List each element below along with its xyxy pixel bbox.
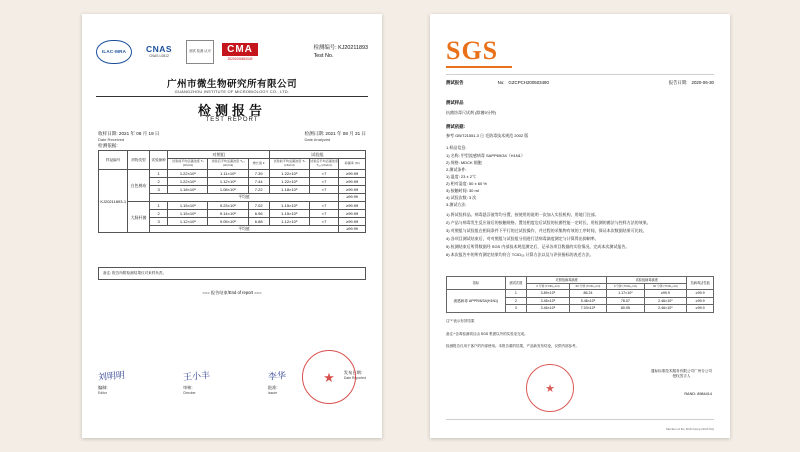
right-bottom-note: Member of the SGS Group (SGS SA) xyxy=(666,427,714,431)
td-val: 1.12×10⁵ xyxy=(269,217,309,225)
left-report-meta xyxy=(98,130,366,143)
td-rep: 2 xyxy=(149,177,168,185)
cnas-logo-text: CNAS xyxy=(145,44,173,55)
th-fabric-type: 织物类型 xyxy=(128,151,149,170)
accreditation-logo-group xyxy=(96,40,259,64)
td-val: 9.14×10⁵ xyxy=(208,209,248,217)
rtd-val: ≥99.9 xyxy=(687,290,714,297)
th-sample-no: 样品编号 xyxy=(99,151,128,170)
signature-issuer-label-en: Issuer xyxy=(267,390,278,395)
td-val: 9.05×10⁵ xyxy=(208,217,248,225)
td-val: 7.22 xyxy=(248,185,269,193)
right-signature-block xyxy=(651,369,712,381)
right-method-line-0: 1) 将试验样品、病毒悬浮液等均分置，按使用的说明一次加入实验机构，用地门注部。 xyxy=(446,212,599,217)
table-row xyxy=(99,201,366,209)
right-specimen-line-5: 3) 接触时间: 30 mI xyxy=(446,188,479,193)
td-val: ≥99.99 xyxy=(339,185,366,193)
left-company-name-cn: 广州市微生物研究所有限公司 xyxy=(167,79,297,90)
th-test-group: 试验组 xyxy=(269,151,365,159)
rtd-val: 2.46×10⁰ xyxy=(644,305,687,312)
right-report-label: 测试报告 xyxy=(446,80,464,85)
rth-test-titer: 试验组病毒滴度 xyxy=(607,277,687,284)
td-average-value: ≥99.99 xyxy=(339,193,366,201)
td-val: 7.44 xyxy=(248,177,269,185)
cnas-logo-subtext: CNAS L0812 xyxy=(149,53,169,58)
rtd-val: 2.46×10⁰ xyxy=(644,297,687,304)
signature-checker-label-cn: 审核: xyxy=(182,384,193,390)
right-footer-line-1: 检测报告仅用于客户的内部使用。本报告重的结果、产品新发布结论，仅供内部参考。 xyxy=(446,344,579,348)
right-sample-description: 抗菌纺毒尺试剂 (除菌5分钟) xyxy=(446,110,496,115)
right-specimen-line-2: 2.测试条件: xyxy=(446,167,467,172)
td-val: <7 xyxy=(309,209,338,217)
td-val: 1.12×10⁶ xyxy=(208,177,248,185)
right-footer-line-0: 备注:*含毒检测项目由 SGS 集团以外的实验室完成。 xyxy=(446,332,528,336)
right-specimen-line-4: 2) 相对湿度: 50 ± 60 % xyxy=(446,181,487,186)
td-val: 1.18×10⁵ xyxy=(269,185,309,193)
rth-test-0min: 0 分钟 (TCID₅₀/ml) xyxy=(607,284,644,290)
left-date-received-en: Date Received xyxy=(98,137,125,143)
th-control-group: 对照组 xyxy=(168,151,269,159)
td-val: 7.39 xyxy=(248,169,269,177)
right-table-footnote: 注"*"表示有效结果 xyxy=(446,319,475,323)
cnas-logo-icon xyxy=(139,40,179,64)
left-report-title-en: TEST REPORT xyxy=(205,117,259,123)
td-val: 1.15×10⁵ xyxy=(168,201,208,209)
td-val: 1.15×10⁵ xyxy=(269,209,309,217)
signature-checker xyxy=(183,370,210,396)
rth-antiviral-value: 抗病毒活性值 xyxy=(687,277,714,290)
td-sample-no: KJ20211893-1 xyxy=(99,169,128,232)
rtd-val: ≥99.9 xyxy=(687,305,714,312)
td-rep: 2 xyxy=(149,209,168,217)
th-strain: 试验菌种 xyxy=(149,151,168,170)
table-row xyxy=(447,290,714,297)
right-sign-line-0: 通标标准技术服务有限公司广州分公司 xyxy=(650,368,712,373)
rtd-val: 7.03×10⁶ xyxy=(569,305,606,312)
left-report-number-value: KJ20211893 xyxy=(338,45,368,51)
td-val: <7 xyxy=(309,217,338,225)
left-results-table xyxy=(98,150,366,233)
inspection-seal-icon xyxy=(186,40,214,64)
cma-logo-text: CMA xyxy=(222,43,258,56)
right-rand-value: 8984414 xyxy=(697,392,712,396)
td-rep: 3 xyxy=(149,217,168,225)
th-growth-value: 增长值 F xyxy=(248,159,269,170)
rth-test-60min: 60 分钟 (TCID₅₀/ml) xyxy=(644,284,687,290)
rtd-rep: 3 xyxy=(505,305,526,312)
left-report-note: 备注: 报告所附检测结果仅对来样负责。 xyxy=(98,267,366,280)
left-date-analyzed-cn: 检测日期: 2021 年 08 月 31 日 xyxy=(304,131,366,136)
td-val: ≥99.99 xyxy=(339,217,366,225)
td-rep: 1 xyxy=(149,201,168,209)
right-official-stamp-icon xyxy=(526,364,574,412)
signature-checker-handwriting: 王小丰 xyxy=(182,369,211,383)
right-sign-line-1: 授权签字人 xyxy=(672,374,691,379)
td-val: 1.22×10⁵ xyxy=(168,169,208,177)
right-table-header-row-1 xyxy=(447,277,714,284)
th-test-t0: 试验前平均活菌浓度 Tₒ (cfu/ml) xyxy=(269,159,309,170)
signature-checker-label-en: Checker xyxy=(182,390,196,395)
left-report-title-cn: 检测报告 xyxy=(197,103,266,118)
td-val: <7 xyxy=(309,169,338,177)
stamp-star-icon: ★ xyxy=(323,369,335,385)
right-header-divider xyxy=(446,74,714,75)
rtd-val: 5.46×10⁶ xyxy=(569,297,606,304)
rtd-val: 80.95 xyxy=(607,305,644,312)
date-reported-label-cn: 发布日期: xyxy=(343,370,362,376)
left-test-report-page[interactable] xyxy=(82,14,382,438)
rth-control-60min: 60 分钟 (TCID₅₀/ml) xyxy=(569,284,606,290)
td-val: 6.88 xyxy=(248,217,269,225)
td-val: 1.12×10⁵ xyxy=(168,217,208,225)
right-basis-label: 测试依据: xyxy=(446,124,466,129)
right-bottom-divider xyxy=(446,419,714,420)
rtd-row-label: 流感病毒 APPR/8/34(H1N1) xyxy=(447,290,506,312)
td-val: 9.23×10⁵ xyxy=(208,201,248,209)
rth-test-count: 测试次数 xyxy=(505,277,526,290)
table-row xyxy=(99,169,366,177)
stamp-star-icon: ★ xyxy=(545,382,555,395)
left-date-received-cn: 收样日期: 2021 年 08 月 19 日 xyxy=(98,131,160,136)
right-method-line-3: 4) 各项目测试结束后，对对照组与试验组分别进行活病毒滴度测定与计算得出抑制率。 xyxy=(446,236,599,241)
td-val: 1.08×10⁶ xyxy=(208,185,248,193)
td-val: 1.11×10⁶ xyxy=(208,169,248,177)
left-end-of-report: === 报告结束/End of report === xyxy=(202,290,262,295)
td-val: <7 xyxy=(309,185,338,193)
right-method-line-1: 2) 产品与病毒发生反应前后的接触规格。置处相度边后试验的抗菌性能一定时长，用检测的菌法与控样方法的效果。 xyxy=(446,220,651,225)
right-report-no-value: GZCPCH200503490 xyxy=(508,80,549,85)
ilac-mra-logo-icon xyxy=(96,40,132,64)
td-val: <7 xyxy=(309,177,338,185)
date-reported-label-en: Date Reported xyxy=(343,376,366,381)
signature-editor xyxy=(98,370,125,396)
td-val: ≥99.99 xyxy=(339,201,366,209)
right-sample-section-title: 测试样品 xyxy=(446,100,464,105)
rth-control-titer: 对照组病毒滴度 xyxy=(527,277,607,284)
cma-logo-icon xyxy=(221,40,259,64)
left-report-number-block xyxy=(314,44,368,60)
td-val: 1.22×10⁵ xyxy=(168,177,208,185)
td-rep: 1 xyxy=(149,169,168,177)
signature-issuer-label-cn: 批准: xyxy=(267,384,278,390)
signature-editor-label-cn: 编制: xyxy=(98,384,108,390)
td-val: 1.18×10⁵ xyxy=(168,185,208,193)
td-val: ≥99.99 xyxy=(339,177,366,185)
left-test-basis: 检测依据: xyxy=(98,143,118,148)
td-rep: 3 xyxy=(149,185,168,193)
th-control-t24: 试验后平均活菌浓度 T₂₄ (cfu/ml) xyxy=(208,159,248,170)
right-basis-value: 参考 GB/T21551.3 日 毛防毒技术规范 2002 版 xyxy=(446,133,529,138)
rtd-rep: 1 xyxy=(505,290,526,297)
cma-logo-subtext: 20201006653049 xyxy=(227,57,253,61)
right-specimen-title: 1.样品信息: xyxy=(446,145,467,150)
td-val: ≥99.99 xyxy=(339,209,366,217)
table-header-row-1 xyxy=(99,151,366,159)
sgs-logo-underline xyxy=(446,66,512,68)
td-average-label: 平均值 xyxy=(149,193,339,201)
right-report-date-value: 2020-06-30 xyxy=(691,80,714,85)
right-method-line-4: 5) 检测结束后所得数据经 SGS 内部技术规范测定后，记录各项目数据的实验情况，完成本次测试报告。 xyxy=(446,244,630,249)
right-method-line-5: 6) 本次报告中的所有测定结果均符合 TCID₅₀ 计算方法以及与评价指标的表述方法。 xyxy=(446,252,594,257)
rtd-val: 1.17×10⁰ xyxy=(607,290,644,297)
rtd-val: 3.46×10⁶ xyxy=(527,297,570,304)
rtd-val: ≥99.9 xyxy=(687,297,714,304)
td-fabric-1: 大肠杆菌 xyxy=(128,201,149,233)
rth-indicator: 指标 xyxy=(447,277,506,290)
signature-issuer-handwriting: 李华 xyxy=(267,370,287,382)
right-specimen-line-1: 2) 规格: MDCK 细胞 xyxy=(446,160,482,165)
td-val: ≥99.99 xyxy=(339,169,366,177)
rth-control-0min: 0 分钟 (TCID₅₀/ml) xyxy=(527,284,570,290)
signature-editor-label-en: Editor xyxy=(98,390,107,395)
header-divider xyxy=(96,96,368,97)
rtd-val: 3.46×10⁶ xyxy=(527,305,570,312)
td-val: 1.22×10⁵ xyxy=(269,177,309,185)
td-average-value: ≥99.99 xyxy=(339,225,366,233)
right-sgs-report-page[interactable] xyxy=(430,14,730,438)
left-official-stamp-icon xyxy=(302,350,356,404)
td-val: <7 xyxy=(309,201,338,209)
left-report-number-label: 检测编号: xyxy=(313,45,337,51)
signature-issuer xyxy=(268,370,286,396)
right-sample-section-title-row xyxy=(446,100,714,106)
right-report-no-label: No: xyxy=(497,80,505,85)
right-report-identifiers xyxy=(446,80,714,86)
td-val: 1.22×10⁵ xyxy=(269,169,309,177)
left-company-name-en: GUANGZHOU INSTITUTE OF MICROBIOLOGY CO., LTD. xyxy=(174,89,290,94)
rtd-val: 78.07 xyxy=(607,297,644,304)
th-inhibition-rate: 抑菌率 (%) xyxy=(339,159,366,170)
right-specimen-line-6: 4) 试验次数: 3 次 xyxy=(446,195,477,200)
th-test-t24: 试验后平均活菌浓度 T₂₄ (cfu/ml) xyxy=(309,159,338,170)
right-method-line-2: 3) 对照组与试验组在相同条件下平行的过试验操作，并过程的采集物有效的工序时间，保证本次数据结果可比较。 xyxy=(446,228,647,233)
right-results-table xyxy=(446,276,714,313)
td-val: 1.15×10⁵ xyxy=(269,201,309,209)
right-specimen-line-7: 3.测试方法: xyxy=(446,202,467,207)
td-val: 1.15×10⁵ xyxy=(168,209,208,217)
rtd-val: 3.89×10⁶ xyxy=(527,290,570,297)
right-rand-label: RAND: xyxy=(684,392,697,396)
td-fabric-0: 白色棉布 xyxy=(128,169,149,201)
right-rand-block xyxy=(684,392,712,396)
left-date-analyzed-en: Date Analyzed xyxy=(304,137,331,143)
signature-editor-handwriting: 刘明明 xyxy=(97,369,126,383)
right-report-date-label: 报告日期: xyxy=(668,80,688,85)
td-val: 6.96 xyxy=(248,209,269,217)
rtd-rep: 2 xyxy=(505,297,526,304)
inspection-seal-text: 测试 检测 认可 xyxy=(189,49,211,54)
sgs-logo-text: SGS xyxy=(446,36,499,65)
rtd-val: 86.24 xyxy=(569,290,606,297)
ilac-mra-logo-text: ILAC-MRA xyxy=(101,49,127,55)
right-specimen-line-3: 1) 温度: 23 ± 2℃ xyxy=(446,174,476,179)
td-average-label: 平均值 xyxy=(149,225,339,233)
right-specimen-line-0: 1) 名称: 甲型流感病毒 SAPP69/34（H1N1） xyxy=(446,153,525,158)
rtd-val: ≥99.9 xyxy=(644,290,687,297)
right-basis-row xyxy=(446,124,714,130)
left-test-number-label: Test No. xyxy=(313,53,334,60)
td-val: 7.02 xyxy=(248,201,269,209)
th-control-t0: 试验前平均活菌浓度 Tₒ (cfu/ml) xyxy=(168,159,208,170)
